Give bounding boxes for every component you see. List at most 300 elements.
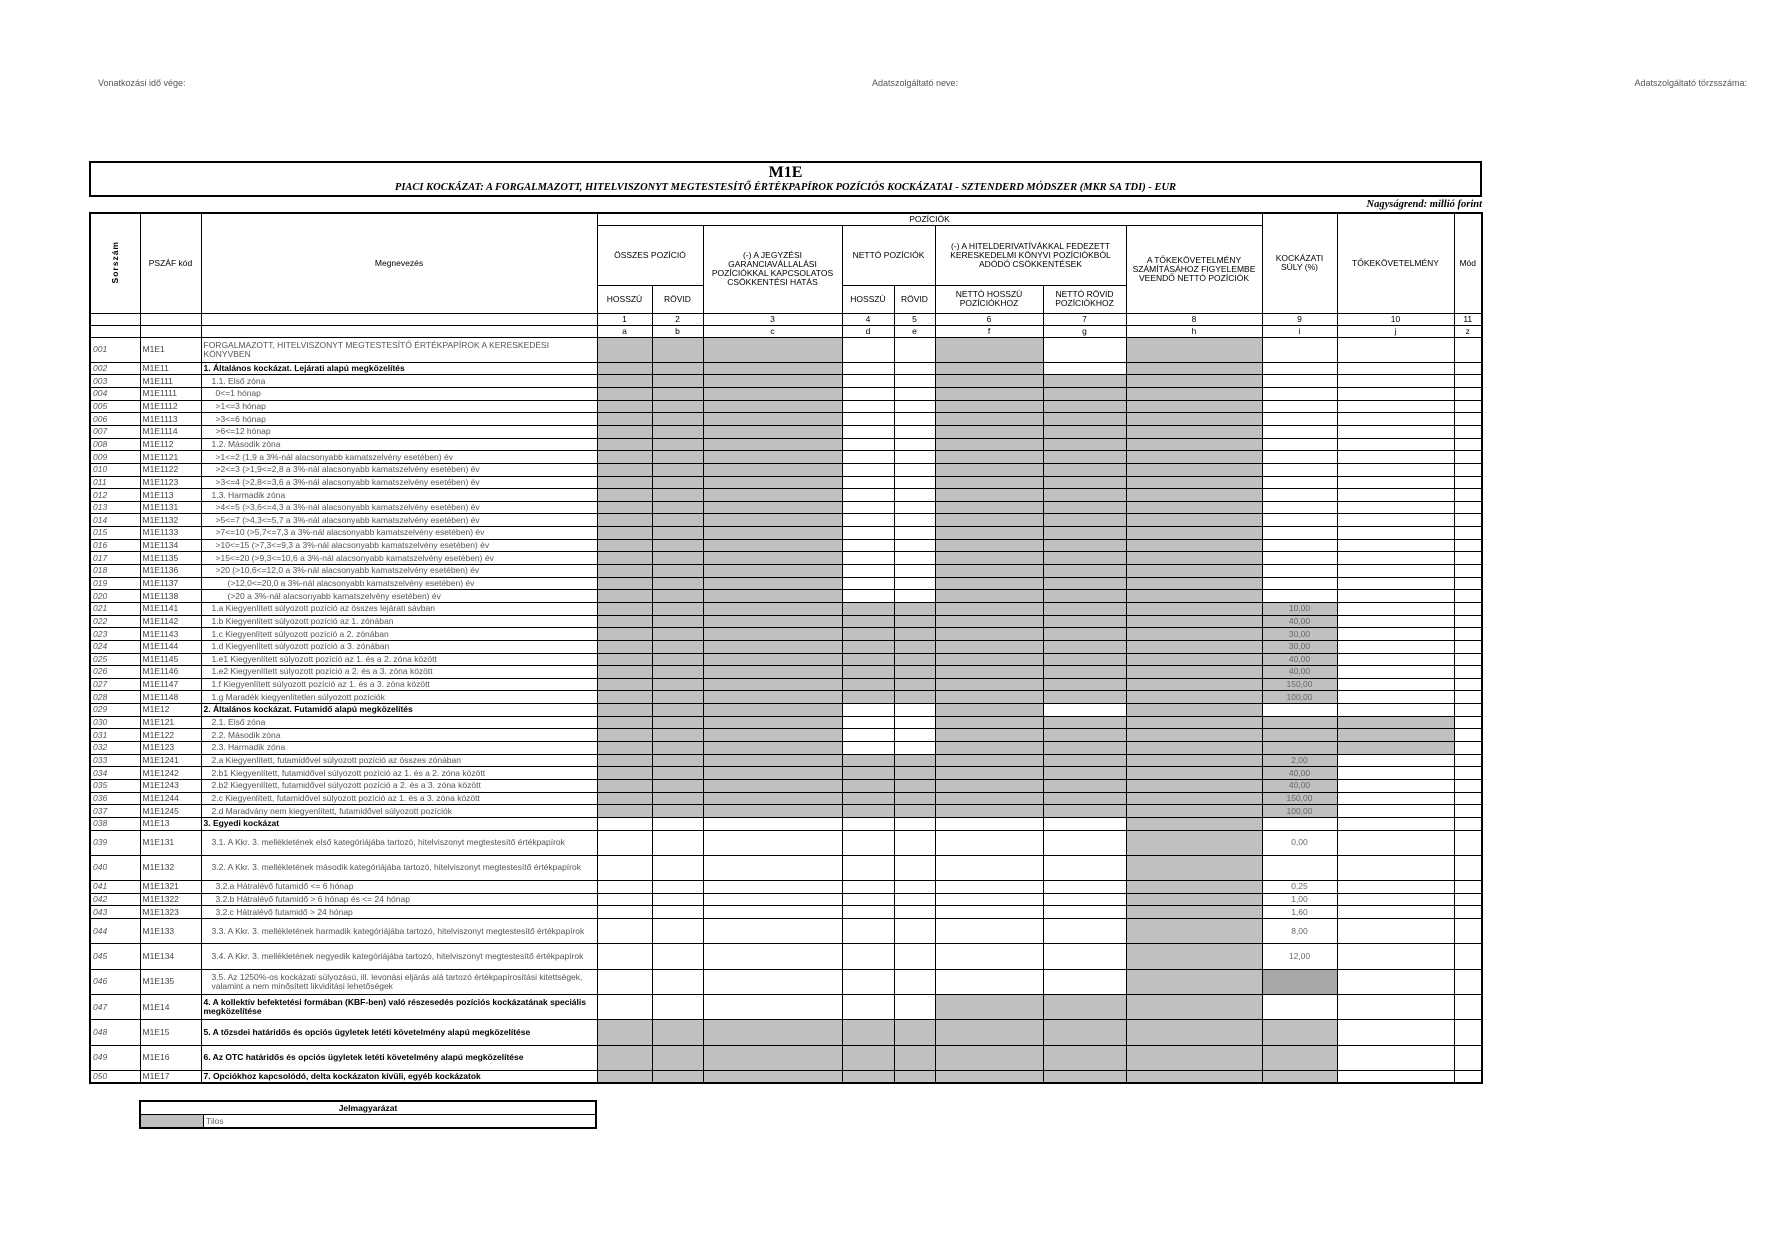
cell-jegyzesi[interactable]: [703, 830, 842, 855]
cell-jegyzesi: [703, 1020, 842, 1045]
cell-mod[interactable]: [1454, 1045, 1482, 1070]
cell-mod[interactable]: [1454, 906, 1482, 919]
row-number: 019: [90, 577, 140, 590]
pszaf-code: M1E1143: [140, 628, 201, 641]
cell-mod[interactable]: [1454, 476, 1482, 489]
cell-tokekovetelmeny[interactable]: [1337, 881, 1454, 894]
cell-tokekovetelmeny[interactable]: [1337, 704, 1454, 717]
header-netto-rovid: NETTÓ RÖVID POZÍCIÓKHOZ: [1043, 285, 1126, 313]
header-sorszam: Sorszám: [90, 213, 140, 313]
cell-osszes-rovid: [652, 602, 703, 615]
cell-mod[interactable]: [1454, 754, 1482, 767]
cell-tokekov-figyelembe: [1126, 451, 1262, 464]
header-osszes-pozicio: ÖSSZES POZÍCIÓ: [597, 225, 703, 285]
cell-netto-hosszu[interactable]: [842, 539, 894, 552]
cell-kockazati-suly: [1262, 1045, 1337, 1070]
cell-osszes-rovid: [652, 590, 703, 603]
row-number: 006: [90, 413, 140, 426]
column-number: 2: [652, 313, 703, 325]
unit-label: Nagyságrend: millió forint: [1366, 199, 1482, 210]
cell-netto-hosszu[interactable]: [842, 388, 894, 401]
table-row: [90, 729, 1482, 742]
cell-osszes-rovid[interactable]: [652, 994, 703, 1019]
cell-netto-hosszu[interactable]: [842, 742, 894, 755]
cell-osszes-hosszu[interactable]: [597, 881, 652, 894]
cell-netto-hosszu[interactable]: [842, 729, 894, 742]
cell-tokekovetelmeny[interactable]: [1337, 640, 1454, 653]
cell-netto-rovid[interactable]: [894, 463, 935, 476]
cell-mod[interactable]: [1454, 969, 1482, 994]
cell-tokekovetelmeny[interactable]: [1337, 527, 1454, 540]
column-number: 1: [597, 313, 652, 325]
cell-netto-rovid[interactable]: [894, 729, 935, 742]
pszaf-code: M1E1134: [140, 539, 201, 552]
cell-netto-rovid[interactable]: [894, 501, 935, 514]
cell-hitelderiv-rovid[interactable]: [1043, 362, 1126, 375]
row-number: 013: [90, 501, 140, 514]
cell-mod[interactable]: [1454, 881, 1482, 894]
cell-mod[interactable]: [1454, 666, 1482, 679]
cell-netto-hosszu[interactable]: [842, 451, 894, 464]
row-number: 015: [90, 527, 140, 540]
cell-tokekovetelmeny[interactable]: [1337, 375, 1454, 388]
row-number: 033: [90, 754, 140, 767]
cell-osszes-rovid[interactable]: [652, 855, 703, 880]
cell-tokekovetelmeny[interactable]: [1337, 855, 1454, 880]
cell-netto-hosszu[interactable]: [842, 944, 894, 969]
cell-netto-rovid[interactable]: [894, 969, 935, 994]
cell-hitelderiv-hosszu: [935, 337, 1043, 362]
cell-hitelderiv-rovid[interactable]: [1043, 817, 1126, 830]
cell-tokekov-figyelembe: [1126, 994, 1262, 1019]
cell-osszes-rovid[interactable]: [652, 906, 703, 919]
cell-osszes-rovid[interactable]: [652, 881, 703, 894]
cell-netto-rovid[interactable]: [894, 919, 935, 944]
cell-tokekovetelmeny[interactable]: [1337, 539, 1454, 552]
cell-mod[interactable]: [1454, 653, 1482, 666]
cell-hitelderiv-rovid[interactable]: [1043, 969, 1126, 994]
cell-jegyzesi: [703, 678, 842, 691]
cell-tokekovetelmeny[interactable]: [1337, 337, 1454, 362]
cell-mod[interactable]: [1454, 590, 1482, 603]
cell-mod[interactable]: [1454, 362, 1482, 375]
cell-tokekovetelmeny[interactable]: [1337, 438, 1454, 451]
cell-tokekovetelmeny[interactable]: [1337, 602, 1454, 615]
cell-mod[interactable]: [1454, 792, 1482, 805]
cell-netto-hosszu[interactable]: [842, 830, 894, 855]
cell-mod[interactable]: [1454, 489, 1482, 502]
cell-netto-rovid[interactable]: [894, 375, 935, 388]
row-label: 3.3. A Kkr. 3. mellékletének harmadik kategóriájába tartozó, hitelviszonyt megtestesítő értékpapírok: [201, 919, 597, 944]
cell-tokekov-figyelembe: [1126, 476, 1262, 489]
cell-mod[interactable]: [1454, 742, 1482, 755]
cell-hitelderiv-rovid: [1043, 577, 1126, 590]
cell-tokekovetelmeny[interactable]: [1337, 944, 1454, 969]
cell-netto-rovid[interactable]: [894, 400, 935, 413]
cell-hitelderiv-rovid[interactable]: [1043, 906, 1126, 919]
cell-netto-hosszu[interactable]: [842, 716, 894, 729]
cell-mod[interactable]: [1454, 552, 1482, 565]
cell-tokekovetelmeny[interactable]: [1337, 678, 1454, 691]
cell-mod[interactable]: [1454, 577, 1482, 590]
row-number: 011: [90, 476, 140, 489]
cell-tokekovetelmeny[interactable]: [1337, 463, 1454, 476]
table-body: [90, 337, 1482, 1083]
cell-mod[interactable]: [1454, 817, 1482, 830]
cell-hitelderiv-rovid: [1043, 438, 1126, 451]
cell-netto-hosszu[interactable]: [842, 552, 894, 565]
cell-netto-rovid: [894, 666, 935, 679]
cell-netto-rovid[interactable]: [894, 893, 935, 906]
header-blank: [140, 325, 201, 337]
cell-hitelderiv-rovid[interactable]: [1043, 337, 1126, 362]
cell-mod[interactable]: [1454, 691, 1482, 704]
cell-mod[interactable]: [1454, 855, 1482, 880]
cell-netto-hosszu: [842, 754, 894, 767]
cell-jegyzesi[interactable]: [703, 881, 842, 894]
cell-netto-rovid[interactable]: [894, 881, 935, 894]
cell-tokekovetelmeny[interactable]: [1337, 413, 1454, 426]
cell-tokekovetelmeny[interactable]: [1337, 666, 1454, 679]
cell-netto-rovid[interactable]: [894, 906, 935, 919]
cell-tokekov-figyelembe: [1126, 704, 1262, 717]
cell-osszes-rovid: [652, 615, 703, 628]
cell-tokekov-figyelembe: [1126, 565, 1262, 578]
row-label: (>12,0<=20,0 a 3%-nál alacsonyabb kamatszelvény esetében) év: [201, 577, 597, 590]
cell-netto-rovid[interactable]: [894, 489, 935, 502]
cell-hitelderiv-rovid[interactable]: [1043, 944, 1126, 969]
cell-kockazati-suly: 100,00: [1262, 691, 1337, 704]
cell-mod[interactable]: [1454, 716, 1482, 729]
pszaf-code: M1E1135: [140, 552, 201, 565]
cell-tokekovetelmeny[interactable]: [1337, 577, 1454, 590]
cell-netto-rovid[interactable]: [894, 527, 935, 540]
cell-tokekovetelmeny[interactable]: [1337, 1020, 1454, 1045]
cell-tokekovetelmeny[interactable]: [1337, 792, 1454, 805]
cell-netto-rovid[interactable]: [894, 742, 935, 755]
cell-mod[interactable]: [1454, 514, 1482, 527]
row-label: 1.e1 Kiegyenlített súlyozott pozíció az 1. és a 2. zóna között: [201, 653, 597, 666]
cell-netto-rovid[interactable]: [894, 552, 935, 565]
pszaf-code: M1E1322: [140, 893, 201, 906]
cell-netto-hosszu[interactable]: [842, 855, 894, 880]
cell-tokekovetelmeny[interactable]: [1337, 653, 1454, 666]
cell-tokekovetelmeny[interactable]: [1337, 400, 1454, 413]
cell-netto-hosszu[interactable]: [842, 893, 894, 906]
cell-mod[interactable]: [1454, 539, 1482, 552]
pszaf-code: M1E1112: [140, 400, 201, 413]
cell-hitelderiv-hosszu[interactable]: [935, 817, 1043, 830]
cell-mod[interactable]: [1454, 337, 1482, 362]
cell-netto-rovid[interactable]: [894, 337, 935, 362]
cell-hitelderiv-rovid: [1043, 400, 1126, 413]
cell-mod[interactable]: [1454, 413, 1482, 426]
cell-netto-hosszu[interactable]: [842, 489, 894, 502]
cell-tokekovetelmeny[interactable]: [1337, 1045, 1454, 1070]
cell-mod[interactable]: [1454, 400, 1482, 413]
row-label: 1.f Kiegyenlített súlyozott pozíció az 1. és a 3. zóna között: [201, 678, 597, 691]
cell-jegyzesi[interactable]: [703, 919, 842, 944]
cell-netto-hosszu[interactable]: [842, 577, 894, 590]
cell-hitelderiv-hosszu[interactable]: [935, 893, 1043, 906]
cell-hitelderiv-hosszu[interactable]: [935, 919, 1043, 944]
column-number-row: [90, 313, 1482, 325]
cell-netto-hosszu[interactable]: [842, 438, 894, 451]
cell-jegyzesi: [703, 539, 842, 552]
cell-osszes-rovid: [652, 552, 703, 565]
cell-osszes-rovid[interactable]: [652, 830, 703, 855]
cell-osszes-hosszu[interactable]: [597, 906, 652, 919]
cell-mod[interactable]: [1454, 704, 1482, 717]
cell-jegyzesi[interactable]: [703, 906, 842, 919]
cell-netto-hosszu[interactable]: [842, 590, 894, 603]
cell-mod[interactable]: [1454, 919, 1482, 944]
cell-hitelderiv-hosszu[interactable]: [935, 906, 1043, 919]
cell-osszes-hosszu: [597, 400, 652, 413]
cell-tokekovetelmeny[interactable]: [1337, 476, 1454, 489]
cell-mod[interactable]: [1454, 527, 1482, 540]
cell-tokekovetelmeny[interactable]: [1337, 969, 1454, 994]
cell-netto-hosszu[interactable]: [842, 426, 894, 439]
cell-netto-hosszu[interactable]: [842, 362, 894, 375]
cell-hitelderiv-hosszu[interactable]: [935, 969, 1043, 994]
cell-osszes-hosszu[interactable]: [597, 919, 652, 944]
cell-netto-rovid[interactable]: [894, 817, 935, 830]
cell-tokekovetelmeny[interactable]: [1337, 501, 1454, 514]
cell-jegyzesi[interactable]: [703, 817, 842, 830]
cell-hitelderiv-rovid[interactable]: [1043, 855, 1126, 880]
cell-tokekovetelmeny[interactable]: [1337, 388, 1454, 401]
cell-netto-hosszu[interactable]: [842, 400, 894, 413]
cell-netto-rovid[interactable]: [894, 438, 935, 451]
cell-osszes-hosszu: [597, 476, 652, 489]
cell-netto-rovid[interactable]: [894, 514, 935, 527]
row-number: 004: [90, 388, 140, 401]
cell-jegyzesi[interactable]: [703, 855, 842, 880]
cell-netto-hosszu[interactable]: [842, 501, 894, 514]
cell-hitelderiv-rovid[interactable]: [1043, 893, 1126, 906]
cell-mod[interactable]: [1454, 830, 1482, 855]
cell-mod[interactable]: [1454, 678, 1482, 691]
cell-hitelderiv-rovid: [1043, 602, 1126, 615]
cell-osszes-hosszu[interactable]: [597, 893, 652, 906]
cell-netto-rovid[interactable]: [894, 994, 935, 1019]
cell-mod[interactable]: [1454, 640, 1482, 653]
cell-osszes-hosszu: [597, 501, 652, 514]
cell-tokekovetelmeny[interactable]: [1337, 906, 1454, 919]
cell-hitelderiv-hosszu: [935, 994, 1043, 1019]
cell-netto-hosszu[interactable]: [842, 817, 894, 830]
cell-kockazati-suly: [1262, 375, 1337, 388]
cell-netto-rovid: [894, 691, 935, 704]
cell-mod[interactable]: [1454, 1070, 1482, 1083]
cell-netto-rovid[interactable]: [894, 944, 935, 969]
cell-tokekovetelmeny[interactable]: [1337, 893, 1454, 906]
cell-hitelderiv-rovid: [1043, 514, 1126, 527]
cell-hitelderiv-rovid[interactable]: [1043, 919, 1126, 944]
cell-hitelderiv-rovid[interactable]: [1043, 704, 1126, 717]
cell-tokekovetelmeny[interactable]: [1337, 817, 1454, 830]
cell-netto-hosszu[interactable]: [842, 337, 894, 362]
cell-mod[interactable]: [1454, 565, 1482, 578]
cell-netto-rovid[interactable]: [894, 704, 935, 717]
cell-mod[interactable]: [1454, 779, 1482, 792]
cell-netto-hosszu[interactable]: [842, 704, 894, 717]
cell-mod[interactable]: [1454, 615, 1482, 628]
pszaf-code: M1E1122: [140, 463, 201, 476]
table-row: [90, 640, 1482, 653]
cell-mod[interactable]: [1454, 805, 1482, 818]
cell-tokekov-figyelembe: [1126, 691, 1262, 704]
cell-mod[interactable]: [1454, 944, 1482, 969]
cell-tokekovetelmeny[interactable]: [1337, 514, 1454, 527]
row-number: 036: [90, 792, 140, 805]
cell-osszes-hosszu[interactable]: [597, 994, 652, 1019]
cell-hitelderiv-hosszu[interactable]: [935, 855, 1043, 880]
cell-mod[interactable]: [1454, 1020, 1482, 1045]
cell-kockazati-suly: [1262, 590, 1337, 603]
cell-netto-hosszu[interactable]: [842, 527, 894, 540]
cell-osszes-rovid[interactable]: [652, 817, 703, 830]
cell-mod[interactable]: [1454, 501, 1482, 514]
cell-netto-hosszu[interactable]: [842, 919, 894, 944]
cell-jegyzesi[interactable]: [703, 893, 842, 906]
cell-tokekovetelmeny[interactable]: [1337, 691, 1454, 704]
cell-netto-rovid[interactable]: [894, 539, 935, 552]
cell-mod[interactable]: [1454, 451, 1482, 464]
cell-osszes-hosszu[interactable]: [597, 969, 652, 994]
cell-netto-hosszu[interactable]: [842, 994, 894, 1019]
cell-netto-rovid[interactable]: [894, 590, 935, 603]
cell-netto-rovid[interactable]: [894, 565, 935, 578]
cell-tokekovetelmeny[interactable]: [1337, 779, 1454, 792]
cell-netto-hosszu[interactable]: [842, 881, 894, 894]
cell-netto-hosszu: [842, 691, 894, 704]
cell-hitelderiv-rovid[interactable]: [1043, 881, 1126, 894]
cell-tokekovetelmeny[interactable]: [1337, 919, 1454, 944]
cell-netto-rovid[interactable]: [894, 426, 935, 439]
cell-hitelderiv-hosszu[interactable]: [935, 881, 1043, 894]
cell-tokekovetelmeny[interactable]: [1337, 590, 1454, 603]
cell-mod[interactable]: [1454, 375, 1482, 388]
cell-netto-rovid[interactable]: [894, 476, 935, 489]
cell-netto-rovid[interactable]: [894, 388, 935, 401]
cell-osszes-hosszu[interactable]: [597, 817, 652, 830]
cell-tokekovetelmeny[interactable]: [1337, 994, 1454, 1019]
cell-osszes-rovid: [652, 539, 703, 552]
cell-osszes-rovid: [652, 805, 703, 818]
cell-tokekovetelmeny[interactable]: [1337, 754, 1454, 767]
cell-jegyzesi[interactable]: [703, 944, 842, 969]
cell-tokekovetelmeny[interactable]: [1337, 767, 1454, 780]
cell-netto-hosszu[interactable]: [842, 463, 894, 476]
cell-tokekovetelmeny[interactable]: [1337, 426, 1454, 439]
cell-tokekovetelmeny[interactable]: [1337, 451, 1454, 464]
table-row: [90, 944, 1482, 969]
cell-netto-rovid[interactable]: [894, 830, 935, 855]
cell-tokekovetelmeny[interactable]: [1337, 552, 1454, 565]
cell-hitelderiv-hosszu[interactable]: [935, 944, 1043, 969]
cell-osszes-rovid[interactable]: [652, 944, 703, 969]
cell-hitelderiv-rovid[interactable]: [1043, 830, 1126, 855]
cell-hitelderiv-hosszu: [935, 716, 1043, 729]
cell-mod[interactable]: [1454, 602, 1482, 615]
cell-jegyzesi: [703, 565, 842, 578]
cell-mod[interactable]: [1454, 628, 1482, 641]
pszaf-code: M1E121: [140, 716, 201, 729]
column-letter-row: [90, 325, 1482, 337]
cell-kockazati-suly: [1262, 565, 1337, 578]
cell-tokekovetelmeny[interactable]: [1337, 565, 1454, 578]
cell-mod[interactable]: [1454, 729, 1482, 742]
cell-osszes-hosszu: [597, 729, 652, 742]
cell-mod[interactable]: [1454, 767, 1482, 780]
cell-osszes-hosszu[interactable]: [597, 855, 652, 880]
cell-tokekovetelmeny[interactable]: [1337, 830, 1454, 855]
cell-jegyzesi[interactable]: [703, 969, 842, 994]
cell-kockazati-suly: 10,00: [1262, 602, 1337, 615]
cell-netto-rovid[interactable]: [894, 451, 935, 464]
cell-netto-rovid[interactable]: [894, 362, 935, 375]
cell-osszes-hosszu: [597, 754, 652, 767]
cell-tokekovetelmeny[interactable]: [1337, 362, 1454, 375]
cell-netto-rovid[interactable]: [894, 577, 935, 590]
cell-hitelderiv-hosszu: [935, 805, 1043, 818]
cell-mod[interactable]: [1454, 893, 1482, 906]
cell-netto-hosszu[interactable]: [842, 476, 894, 489]
cell-osszes-hosszu[interactable]: [597, 944, 652, 969]
cell-osszes-rovid[interactable]: [652, 969, 703, 994]
cell-tokekovetelmeny[interactable]: [1337, 805, 1454, 818]
cell-mod[interactable]: [1454, 994, 1482, 1019]
cell-jegyzesi: [703, 640, 842, 653]
cell-jegyzesi[interactable]: [703, 994, 842, 1019]
cell-osszes-hosszu[interactable]: [597, 830, 652, 855]
cell-tokekovetelmeny[interactable]: [1337, 1070, 1454, 1083]
header-rovid-2: RÖVID: [894, 285, 935, 313]
cell-kockazati-suly: [1262, 388, 1337, 401]
column-letter: i: [1262, 325, 1337, 337]
column-number: 9: [1262, 313, 1337, 325]
row-label: 0<=1 hónap: [201, 388, 597, 401]
cell-mod[interactable]: [1454, 463, 1482, 476]
cell-mod[interactable]: [1454, 388, 1482, 401]
cell-netto-hosszu[interactable]: [842, 413, 894, 426]
cell-osszes-rovid[interactable]: [652, 893, 703, 906]
cell-jegyzesi: [703, 767, 842, 780]
cell-netto-rovid[interactable]: [894, 413, 935, 426]
cell-osszes-rovid: [652, 1070, 703, 1083]
cell-netto-hosszu[interactable]: [842, 565, 894, 578]
cell-netto-rovid[interactable]: [894, 716, 935, 729]
cell-netto-hosszu[interactable]: [842, 514, 894, 527]
cell-tokekovetelmeny[interactable]: [1337, 628, 1454, 641]
cell-netto-hosszu[interactable]: [842, 969, 894, 994]
cell-netto-hosszu[interactable]: [842, 906, 894, 919]
cell-mod[interactable]: [1454, 426, 1482, 439]
cell-mod[interactable]: [1454, 438, 1482, 451]
cell-hitelderiv-hosszu[interactable]: [935, 830, 1043, 855]
cell-tokekovetelmeny[interactable]: [1337, 615, 1454, 628]
row-number: 002: [90, 362, 140, 375]
cell-hitelderiv-rovid: [1043, 792, 1126, 805]
cell-osszes-rovid[interactable]: [652, 919, 703, 944]
cell-netto-hosszu[interactable]: [842, 375, 894, 388]
cell-netto-rovid[interactable]: [894, 855, 935, 880]
cell-hitelderiv-rovid: [1043, 754, 1126, 767]
cell-tokekovetelmeny[interactable]: [1337, 489, 1454, 502]
row-label: 3.4. A Kkr. 3. mellékletének negyedik kategóriájába tartozó, hitelviszonyt megtestesítő értékpapírok: [201, 944, 597, 969]
